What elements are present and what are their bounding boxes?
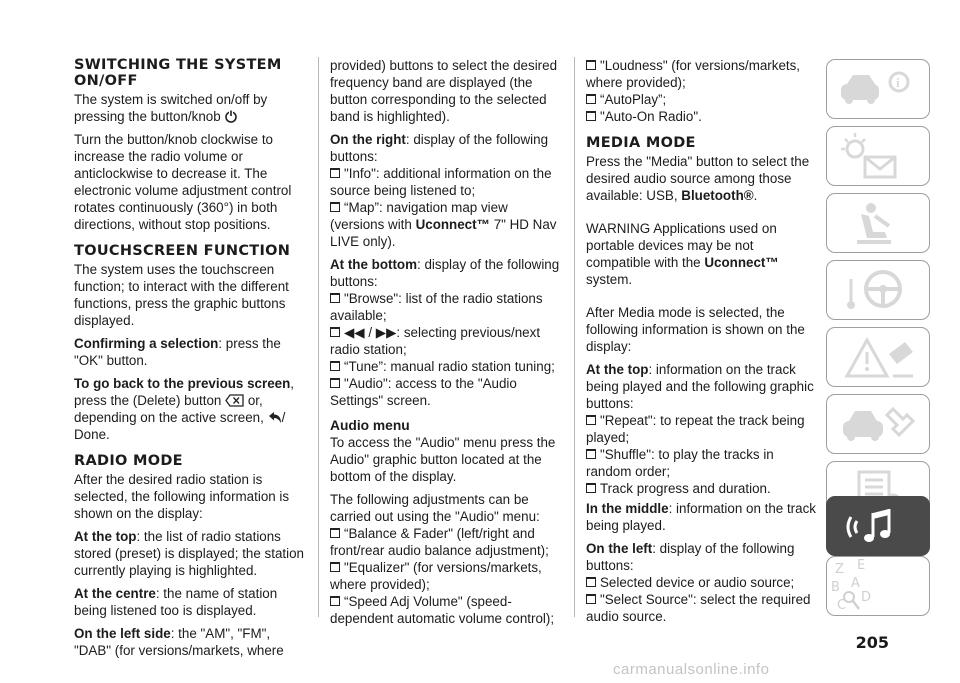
bullet-icon	[586, 483, 596, 493]
rewind-icon: ◀◀	[344, 325, 365, 340]
bullet-icon	[586, 415, 596, 425]
media-mode-heading: MEDIA MODE	[586, 135, 696, 151]
list-item: "Repeat": to repeat the track being played;	[586, 413, 805, 445]
paragraph: Turn the button/knob clockwise to increase the radio volume or anticlockwise to decrease it. The electronic volume adjustment control rotates continuously (360°) in both directions, without stop positions.	[74, 132, 292, 232]
list-item: "Select Source": select the required audio source.	[586, 592, 811, 624]
bullet-icon	[330, 378, 340, 388]
paragraph: The following adjustments can be carried out using the "Audio" menu:	[330, 492, 540, 524]
warning-triangle-road-icon	[827, 328, 931, 388]
delete-backspace-icon	[225, 394, 244, 407]
switching-heading: SWITCHING THE SYSTEM ON/OFF	[74, 57, 282, 89]
bullet-icon	[330, 327, 340, 337]
bullet-icon	[330, 168, 340, 178]
steering-wheel-key-icon	[827, 261, 931, 321]
bullet-icon	[330, 528, 340, 538]
list-item: “Balance & Fader" (left/right and front/rear audio balance adjustment);	[330, 526, 549, 558]
paragraph: At the top: the list of radio stations stored (preset) is displayed; the station currently playing is highlighted.	[74, 529, 304, 578]
list-item: "Shuffle": to play the tracks in random order;	[586, 447, 774, 479]
list-item: "Audio": access to the "Audio Settings" screen.	[330, 376, 517, 408]
paragraph: On the right: display of the following buttons:	[330, 132, 549, 164]
svg-text:i: i	[896, 75, 900, 90]
bullet-icon	[586, 94, 596, 104]
list-item: Track progress and duration.	[586, 480, 818, 497]
paragraph: At the bottom: display of the following buttons:	[330, 257, 560, 289]
list-item: “AutoPlay”;	[586, 91, 818, 108]
list-item: "Browse": list of the radio stations available;	[330, 291, 543, 323]
chapter-tab-index[interactable]	[826, 556, 930, 616]
chapter-tab-multimedia[interactable]	[826, 496, 930, 556]
column-divider	[318, 57, 319, 617]
list-item: "Info": additional information on the source being listened to;	[330, 166, 552, 198]
paragraph: To go back to the previous screen, press the (Delete) button or, depending on the active screen, / Done.	[74, 376, 295, 442]
list-item: "Auto-On Radio".	[586, 108, 818, 125]
paragraph: On the left: display of the following buttons:	[586, 541, 795, 573]
chapter-tab-maintenance[interactable]	[826, 394, 930, 454]
index-letter: C	[837, 598, 847, 613]
index-letter: E	[857, 558, 866, 573]
bullet-icon	[330, 361, 340, 371]
touchscreen-heading: TOUCHSCREEN FUNCTION	[74, 243, 291, 259]
column-1	[74, 57, 306, 665]
paragraph: At the top: information on the track being played and the following graphic buttons:	[586, 362, 814, 411]
dashboard-lights-message-icon	[827, 127, 931, 187]
radio-mode-heading: RADIO MODE	[74, 453, 183, 469]
power-button-icon	[224, 109, 238, 123]
car-info-icon	[827, 60, 931, 120]
alphabetical-index-icon	[827, 557, 931, 617]
index-letter: D	[861, 590, 872, 605]
bullet-icon	[330, 293, 340, 303]
paragraph: After Media mode is selected, the following information is shown on the display:	[586, 305, 805, 354]
paragraph: The system is switched on/off by pressing the button/knob	[74, 92, 268, 124]
index-letter: Z	[835, 562, 844, 577]
chapter-tab-starting-driving[interactable]	[826, 260, 930, 320]
seat-airbag-icon	[827, 194, 931, 254]
column-3	[586, 57, 818, 625]
bullet-icon	[330, 202, 340, 212]
paragraph: In the middle: information on the track being played.	[586, 501, 816, 533]
warning-paragraph: WARNING Applications used on portable devices may be not compatible with the Uconnect™ system.	[586, 221, 779, 287]
paragraph: provided) buttons to select the desired frequency band are displayed (the button corresponding to the selected band is highlighted).	[330, 58, 558, 124]
column-divider	[574, 57, 575, 617]
watermark: carmanualsonline.info	[613, 661, 770, 678]
list-item: “Speed Adj Volume" (speed-dependent automatic volume control);	[330, 594, 555, 626]
index-letter: B	[831, 580, 840, 595]
page-number: 205	[855, 633, 889, 652]
bullet-icon	[330, 562, 340, 572]
audio-menu-heading: Audio menu	[330, 418, 410, 433]
paragraph: Press the "Media" button to select the desired audio source among those available: USB, Bluetooth®.	[586, 154, 810, 203]
bullet-icon	[586, 111, 596, 121]
chapter-tab-car-info[interactable]	[826, 59, 930, 119]
paragraph: After the desired radio station is selected, the following information is shown on the display:	[74, 472, 290, 521]
list-item: "Loudness" (for versions/markets, where provided);	[586, 58, 801, 90]
chapter-tab-emergency[interactable]	[826, 327, 930, 387]
paragraph: On the left side: the "AM", "FM", "DAB" (for versions/markets, where	[74, 626, 284, 658]
list-item: Selected device or audio source;	[586, 574, 818, 591]
list-item: ◀◀ / ▶▶: selecting previous/next radio station;	[330, 325, 541, 357]
index-letter: A	[851, 576, 860, 591]
chapter-tab-safety[interactable]	[826, 193, 930, 253]
bullet-icon	[586, 60, 596, 70]
list-item: “Map”: navigation map view (versions with Uconnect™ 7" HD Nav LIVE only).	[330, 200, 557, 249]
list-item: "Equalizer" (for versions/markets, where provided);	[330, 560, 542, 592]
bullet-icon	[330, 596, 340, 606]
back-arrow-icon	[268, 411, 282, 424]
multimedia-music-icon	[827, 497, 931, 557]
paragraph: The system uses the touchscreen function; to interact with the different functions, press the graphic buttons displayed.	[74, 262, 289, 328]
paragraph: At the centre: the name of station being listened too is displayed.	[74, 586, 278, 618]
list-item: “Tune”: manual radio station tuning;	[330, 358, 562, 375]
bullet-icon	[586, 449, 596, 459]
bullet-icon	[586, 577, 596, 587]
bullet-icon	[586, 594, 596, 604]
car-service-icon	[827, 395, 931, 455]
chapter-tab-dashboard[interactable]	[826, 126, 930, 186]
column-2	[330, 57, 562, 627]
paragraph: To access the "Audio" menu press the Audio" graphic button located at the bottom of the display.	[330, 435, 556, 484]
paragraph: Confirming a selection: press the "OK" button.	[74, 336, 281, 368]
